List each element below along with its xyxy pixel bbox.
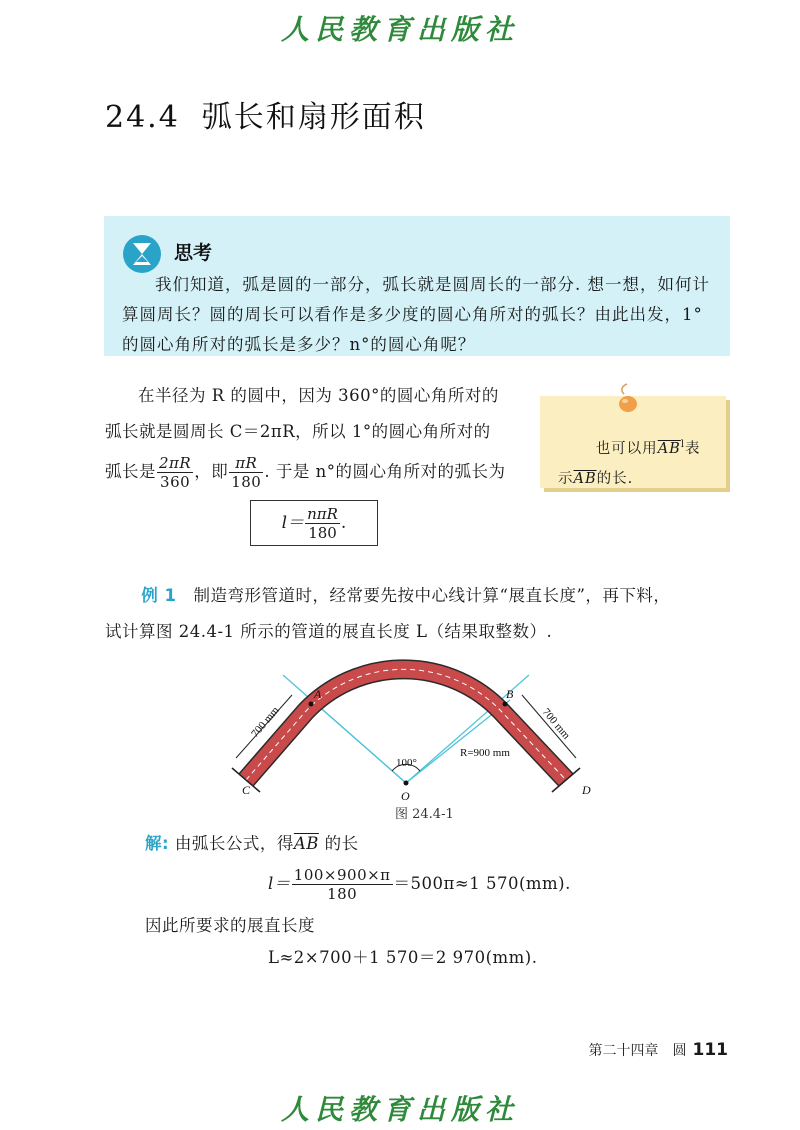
- label-a: A: [314, 687, 322, 701]
- pin-icon: [612, 382, 642, 416]
- arc-ab-label-2: $\overline{AB}$: [573, 470, 597, 487]
- section-title: [105, 92, 426, 136]
- chapter-label: 第二十四章 圆: [588, 1043, 687, 1059]
- arc-ab: $\overline{AB}$: [293, 834, 319, 853]
- arc-ab-label: $\overline{AB}$: [657, 440, 681, 457]
- label-len-left: 700 mm: [249, 704, 282, 740]
- paragraph-line-1: 在半径为 R 的圆中，因为 360°的圆心角所对的: [138, 386, 499, 405]
- equation-1-fraction: $\frac{100\times 900\times\pi}{180}$: [293, 866, 391, 903]
- fraction-2piR-360: $\frac{2\pi R}{360}$: [159, 454, 192, 491]
- publisher-footer: 人民教育出版社: [280, 1093, 519, 1126]
- pipe-figure: [220, 640, 620, 810]
- page-footer: [589, 1040, 729, 1060]
- line3-prefix: 弧长是: [105, 462, 156, 481]
- label-len-right: 700 mm: [539, 706, 573, 742]
- fraction-piR-180: $\frac{\pi R}{180}$: [231, 454, 262, 491]
- side-note: [540, 396, 726, 488]
- example-label: 例 1: [141, 586, 177, 605]
- point-a: [309, 702, 314, 707]
- solution-line-2: 因此所要求的展直长度: [145, 916, 315, 935]
- note-text: 也可以用$\overline{AB}^l$表示$\overline{AB}$的长.: [558, 439, 701, 487]
- example-text-2: 试计算图 24.4-1 所示的管道的展直长度 L（结果取整数）.: [105, 622, 553, 641]
- point-b: [503, 702, 508, 707]
- section-number: 24.4: [105, 100, 180, 135]
- paragraph-line-2: 弧长就是圆周长 C＝2πR，所以 1°的圆心角所对的: [105, 422, 491, 441]
- label-b: B: [506, 687, 514, 701]
- page-number: 111: [692, 1040, 728, 1060]
- think-title: 思考: [174, 242, 213, 264]
- section-name: 弧长和扇形面积: [201, 100, 426, 135]
- label-radius: R=900 mm: [460, 747, 510, 759]
- equation-1: l＝ $\frac{100\times 900\times\pi}{180}$ ＝500π≈1 570(mm).: [268, 866, 571, 903]
- hourglass-icon: [122, 234, 162, 274]
- label-o: O: [401, 789, 410, 803]
- publisher-header: 人民教育出版社: [280, 13, 519, 46]
- line3-suffix: . 于是 n°的圆心角所对的弧长为: [264, 462, 506, 481]
- label-c: C: [242, 783, 251, 797]
- formula-fraction: $\frac{\text{nπR}}{180}$: [307, 505, 338, 542]
- label-angle: 100°: [396, 757, 417, 769]
- line3-mid: ，即: [194, 462, 229, 481]
- solution-line-1: 解: 由弧长公式，得$\overline{AB}$ 的长: [145, 834, 359, 853]
- figure-caption: 图 24.4-1: [395, 807, 454, 822]
- paragraph-arc-length: [105, 378, 535, 494]
- example-text-1: 制造弯形管道时，经常要先按中心线计算“展直长度”，再下料，: [193, 586, 671, 605]
- solution-label: 解:: [145, 834, 170, 853]
- point-o: [404, 781, 409, 786]
- arc-length-formula: l＝ $\frac{\text{nπR}}{180}$ .: [250, 500, 378, 546]
- think-box: [104, 216, 730, 356]
- label-d: D: [582, 783, 591, 797]
- equation-2: L≈2×700＋1 570＝2 970(mm).: [268, 948, 538, 967]
- paragraph-line-3: [105, 450, 535, 494]
- think-text: 我们知道，弧是圆的一部分，弧长就是圆周长的一部分. 想一想，如何计算圆周长？圆的周长可以看作是多少度的圆心角所对的弧长？由此出发，1°的圆心角所对的弧长是多少？n°的圆心角呢？: [122, 275, 710, 354]
